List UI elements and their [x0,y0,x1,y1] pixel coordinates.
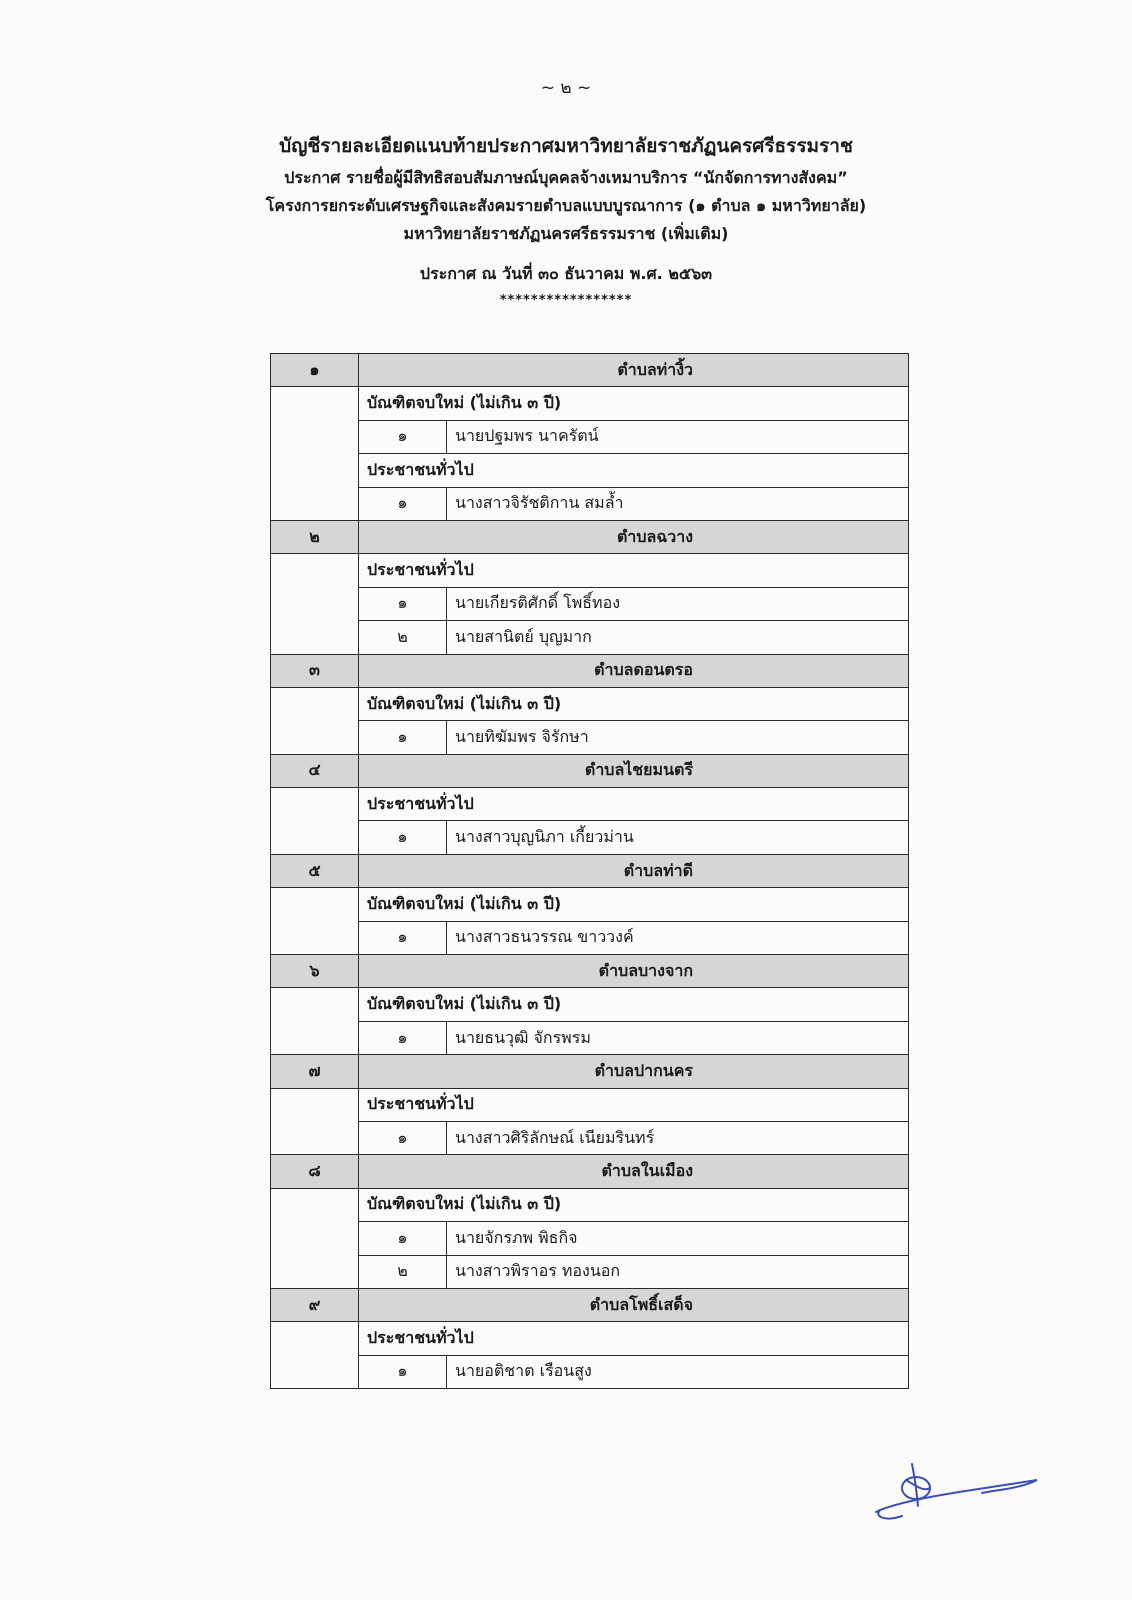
blank-cell [271,1322,359,1389]
area-header-row [271,1055,909,1088]
area-number: ๓ [271,654,359,687]
category-row [271,1088,909,1121]
category-label: ประชาชนทั่วไป [359,1088,909,1121]
category-row [271,554,909,587]
subtitle-line: มหาวิทยาลัยราชภัฏนครศรีธรรมราช (เพิ่มเติม) [403,224,729,243]
category-row [271,1188,909,1221]
person-number: ๑ [359,420,447,453]
category-label: บัณฑิตจบใหม่ (ไม่เกิน ๓ ปี) [359,387,909,420]
subtitle-line: โครงการยกระดับเศรษฐกิจและสังคมรายตำบลแบบบูรณาการ (๑ ตำบล ๑ มหาวิทยาลัย) [265,196,867,215]
category-row [271,888,909,921]
person-number: ๑ [359,487,447,520]
person-row [271,1355,909,1388]
person-row [271,721,909,754]
announce-date: ประกาศ ณ วันที่ ๓๐ ธันวาคม พ.ศ. ๒๕๖๓ [419,264,713,283]
area-header-row [271,654,909,687]
person-name: นายจักรภพ พิธกิจ [447,1222,909,1255]
area-header-row [271,854,909,887]
person-name: นายปฐมพร นาครัตน์ [447,420,909,453]
category-row [271,788,909,821]
category-row [271,1322,909,1355]
person-row [271,1121,909,1154]
area-number: ๔ [271,754,359,787]
person-number: ๑ [359,1222,447,1255]
area-header-row [271,520,909,553]
person-number: ๑ [359,587,447,620]
person-number: ๑ [359,721,447,754]
area-number: ๑ [271,354,359,387]
page-number: ~ ๒ ~ [540,78,592,98]
person-name: นายสานิตย์ บุญมาก [447,621,909,654]
category-label: ประชาชนทั่วไป [359,788,909,821]
person-number: ๑ [359,1021,447,1054]
person-number: ๒ [359,1255,447,1288]
category-label: ประชาชนทั่วไป [359,554,909,587]
category-row [271,387,909,420]
area-number: ๙ [271,1288,359,1321]
document-header [0,128,1132,312]
person-name: นายธนวุฒิ จักรพรม [447,1021,909,1054]
area-header-row [271,1155,909,1188]
blank-cell [271,1188,359,1288]
area-name: ตำบลไชยมนตรี [359,754,909,787]
document-title: บัญชีรายละเอียดแนบท้ายประกาศมหาวิทยาลัยราชภัฏนครศรีธรรมราช [279,135,853,157]
person-name: นายเกียรติศักดิ์ โพธิ์ทอง [447,587,909,620]
person-name: นางสาวธนวรรณ ขาววงค์ [447,921,909,954]
candidate-table [270,353,909,1389]
area-name: ตำบลดอนตรอ [359,654,909,687]
category-label: บัณฑิตจบใหม่ (ไม่เกิน ๓ ปี) [359,888,909,921]
person-name: นางสาวจิรัชติกาน สมล้ำ [447,487,909,520]
area-header-row [271,754,909,787]
person-row [271,487,909,520]
blank-cell [271,687,359,754]
area-name: ตำบลท่างิ้ว [359,354,909,387]
person-name: นางสาวบุญนิภา เกี้ยวม่าน [447,821,909,854]
category-label: บัณฑิตจบใหม่ (ไม่เกิน ๓ ปี) [359,687,909,720]
area-name: ตำบลปากนคร [359,1055,909,1088]
area-number: ๘ [271,1155,359,1188]
person-row [271,420,909,453]
person-name: นางสาวศิริลักษณ์ เนียมรินทร์ [447,1121,909,1154]
category-label: บัณฑิตจบใหม่ (ไม่เกิน ๓ ปี) [359,1188,909,1221]
blank-cell [271,988,359,1055]
separator-line: ***************** [499,293,633,308]
area-name: ตำบลท่าดี [359,854,909,887]
area-name: ตำบลบางจาก [359,955,909,988]
blank-cell [271,1088,359,1155]
blank-cell [271,888,359,955]
category-label: บัณฑิตจบใหม่ (ไม่เกิน ๓ ปี) [359,988,909,1021]
area-number: ๕ [271,854,359,887]
subtitle-line: ประกาศ รายชื่อผู้มีสิทธิสอบสัมภาษณ์บุคคลจ้างเหมาบริการ “นักจัดการทางสังคม” [284,168,848,187]
person-row [271,1021,909,1054]
person-name: นายอติชาต เรือนสูง [447,1355,909,1388]
area-number: ๒ [271,520,359,553]
person-row [271,921,909,954]
area-name: ตำบลฉวาง [359,520,909,553]
area-header-row [271,354,909,387]
area-number: ๗ [271,1055,359,1088]
person-number: ๒ [359,621,447,654]
candidate-table-body [271,354,909,1389]
person-number: ๑ [359,821,447,854]
category-row [271,687,909,720]
blank-cell [271,554,359,654]
person-name: นางสาวพิราอร ทองนอก [447,1255,909,1288]
person-name: นายทิฆัมพร จิรักษา [447,721,909,754]
area-name: ตำบลในเมือง [359,1155,909,1188]
blank-cell [271,788,359,855]
category-label: ประชาชนทั่วไป [359,454,909,487]
area-name: ตำบลโพธิ์เสด็จ [359,1288,909,1321]
signature-mark [872,1460,1042,1530]
area-header-row [271,1288,909,1321]
person-number: ๑ [359,1355,447,1388]
category-row [271,988,909,1021]
blank-cell [271,387,359,521]
category-row [271,454,909,487]
category-label: ประชาชนทั่วไป [359,1322,909,1355]
person-row [271,1255,909,1288]
person-number: ๑ [359,921,447,954]
person-row [271,1222,909,1255]
area-number: ๖ [271,955,359,988]
person-row [271,821,909,854]
area-header-row [271,955,909,988]
person-row [271,587,909,620]
person-row [271,621,909,654]
person-number: ๑ [359,1121,447,1154]
